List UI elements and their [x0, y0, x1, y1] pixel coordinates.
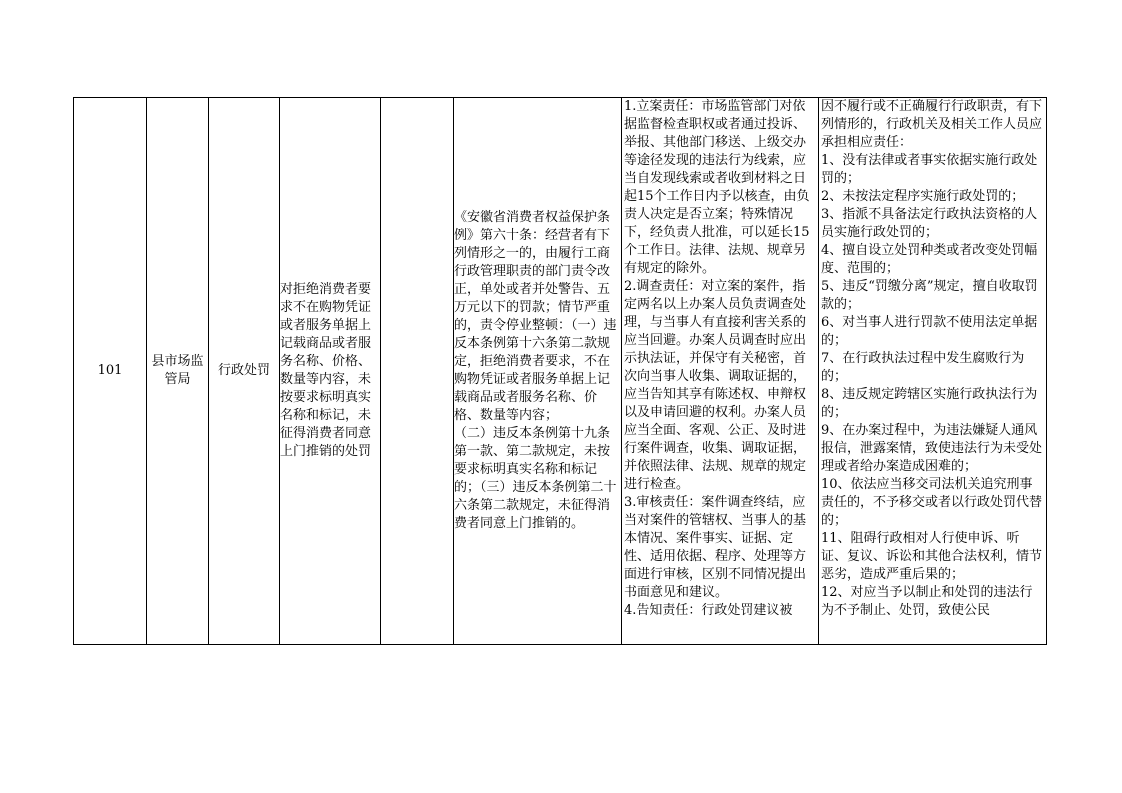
accountability-item: 3、指派不具备法定行政执法资格的人员实施行政处罚的； — [821, 207, 1038, 240]
accountability-item: 10、依法应当移交司法机关追究刑事责任的，不予移交或者以行政处罚代替的； — [821, 477, 1043, 528]
row-number: 101 — [97, 363, 123, 378]
accountability-intro: 因不履行或不正确履行行政职责，有下列情形的，行政机关及相关工作人员应承担相应责任： — [821, 99, 1043, 150]
responsibility-paragraph: 1.立案责任：市场监管部门对依据监督检查职权或者通过投诉、举报、其他部门移送、上级交办等途径发现的违法行为线索，应当自发现线索或者收到材料之日起15个工作日内予以核查，由负责人决定是否立案；特殊情况下，经负责人批准，可以延长15个工作日。法律、法规、规章另有规定的除外。 — [624, 99, 810, 276]
item-name-cell — [280, 98, 381, 645]
responsibility-paragraph: 3.审核责任：案件调查终结，应当对案件的管辖权、当事人的基本情况、案件事实、证据、定性、适用依据、程序、处理等方面进行审核，区别不同情况提出书面意见和建议。 — [624, 495, 807, 600]
item-name: 对拒绝消费者要求不在购物凭证或者服务单据上记载商品或者服务名称、价格、数量等内容，未按要求标明真实名称和标记，未征得消费者同意上门推销的处罚 — [280, 282, 372, 459]
accountability-item: 12、对应当予以制止和处罚的违法行为不予制止、处罚，致使公民 — [821, 585, 1033, 618]
responsibilities — [622, 98, 818, 644]
legal-basis-paragraph: 《安徽省消费者权益保护条例》第六十条：经营者有下列情形之一的，由履行工商行政管理职责的部门责令改正，单处或者并处警告、五万元以下的罚款；情节严重的，责令停业整顿：（一）违反本条例第十六条第二款规定，拒绝消费者要求，不在购物凭证或者服务单据上记载商品或者服务名称、价格、数量等内容； — [454, 210, 617, 423]
row-number-cell — [74, 98, 147, 645]
accountability-item: 11、阻碍行政相对人行使申诉、听证、复议、诉讼和其他合法权利，情节恶劣，造成严重后果的； — [821, 531, 1043, 582]
accountability-item: 8、违反规定跨辖区实施行政执法行为的； — [821, 387, 1038, 420]
accountability-item: 4、擅自设立处罚种类或者改变处罚幅度、范围的； — [821, 243, 1038, 276]
legal-basis — [454, 209, 621, 533]
responsibilities-cell — [622, 98, 819, 645]
power-type: 行政处罚 — [217, 363, 270, 378]
power-list-table — [73, 97, 1047, 645]
sub-item-cell — [381, 98, 454, 645]
accountability — [819, 98, 1046, 644]
legal-basis-paragraph: （二）违反本条例第十九条第一款、第二款规定，未按要求标明真实名称和标记的；（三）违反本条例第二十六条第二款规定，未征得消费者同意上门推销的。 — [454, 426, 617, 531]
accountability-item: 7、在行政执法过程中发生腐败行为的； — [821, 351, 1025, 384]
power-type-cell — [209, 98, 280, 645]
responsibility-paragraph: 4.告知责任：行政处罚建议被 — [624, 603, 793, 618]
department-cell — [147, 98, 209, 645]
accountability-item: 9、在办案过程中，为违法嫌疑人通风报信，泄露案情，致使违法行为未受处理或者给办案造成困难的； — [821, 423, 1043, 474]
table-row — [74, 98, 1047, 645]
legal-basis-cell — [454, 98, 622, 645]
accountability-item: 5、违反“罚缴分离”规定，擅自收取罚款的； — [821, 279, 1038, 312]
department-name: 县市场监管局 — [151, 354, 204, 387]
accountability-item: 1、没有法律或者事实依据实施行政处罚的； — [821, 153, 1038, 186]
accountability-cell — [819, 98, 1047, 645]
responsibility-paragraph: 2.调查责任：对立案的案件，指定两名以上办案人员负责调查处理，与当事人有直接利害关系的应当回避。办案人员调查时应出示执法证，并保守有关秘密，首次向当事人收集、调取证据的，应当告知其享有陈述权、申辩权以及申请回避的权利。办案人员应当全面、客观、公正、及时进行案件调查，收集、调取证据，并依照法律、法规、规章的规定进行检查。 — [624, 279, 807, 492]
accountability-item: 2、未按法定程序实施行政处罚的； — [821, 189, 1025, 204]
accountability-item: 6、对当事人进行罚款不使用法定单据的； — [821, 315, 1038, 348]
